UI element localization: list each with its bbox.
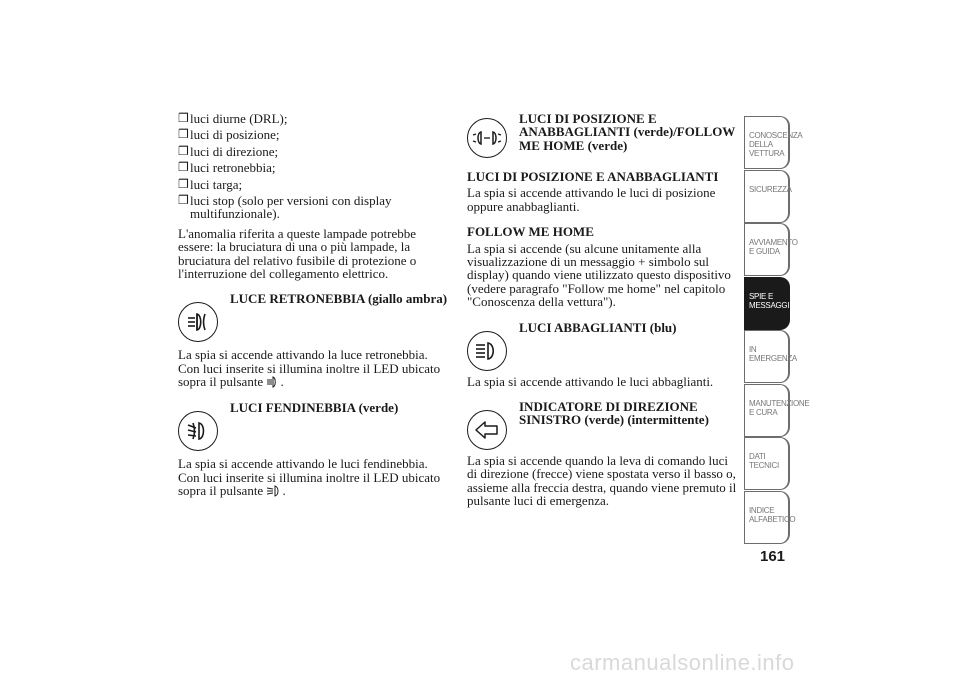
front-fog-light-icon [178, 411, 218, 451]
list-item: ❒ luci diurne (DRL); [178, 111, 288, 126]
left-arrow-icon [467, 410, 507, 450]
high-beam-warning [467, 321, 739, 375]
tab-conoscenza-della-vettura[interactable]: CONOSCENZA DELLA VETTURA [744, 116, 790, 169]
front-fog-text: La spia si accende attivando le luci fendinebbia. Con luci inserite si illumina inoltre il LED ubicato sopra il pulsante . [178, 456, 441, 499]
position-lights-subhead: LUCI DI POSIZIONE E ANABBAGLIANTI [467, 169, 719, 184]
checkbox-bullet-icon: ❒ [178, 127, 189, 142]
rear-fog-warning [178, 292, 446, 346]
front-fog-title: LUCI FENDINEBBIA (verde) [230, 400, 399, 416]
tab-in-emergenza[interactable]: IN EMERGENZA [744, 330, 790, 383]
list-item: ❒ luci di direzione; [178, 143, 279, 159]
high-beam-title: LUCI ABBAGLIANTI (blu) [519, 319, 677, 335]
list-item: ❒ luci targa; [178, 176, 243, 192]
checkbox-bullet-icon: ❒ [178, 193, 189, 208]
left-indicator-warning [467, 400, 739, 454]
high-beam-text: La spia si accende attivando le luci abbaglianti. [467, 373, 714, 389]
list-item: ❒ luci stop (solo per versioni con display multifunzionale). [178, 193, 392, 222]
checkbox-bullet-icon: ❒ [178, 111, 189, 125]
checkbox-bullet-icon: ❒ [178, 143, 189, 158]
list-item: ❒ luci retronebbia; [178, 160, 276, 176]
high-beam-icon [467, 331, 507, 371]
checkbox-bullet-icon: ❒ [178, 160, 189, 175]
tab-indice-alfabetico[interactable]: INDICE ALFABETICO [744, 491, 790, 544]
left-indicator-title: INDICATORE DI DIREZIONE SINISTRO (verde) (intermittente) [519, 399, 709, 428]
follow-me-home-text: La spia si accende (su alcune unitamente alla visualizzazione di un messaggio + simbolo sul display) quando viene utilizzato questo dispositivo (vedere paragrafo "Follow me home" nel capitolo "Conoscenza della vettura"). [467, 240, 731, 310]
rear-fog-text: La spia si accende attivando la luce retronebbia. Con luci inserite si illumina inoltre il LED ubicato sopra il pulsante . [178, 347, 441, 390]
position-lights-icon [467, 118, 507, 158]
position-lights-warning [467, 112, 739, 170]
tab-dati-tecnici[interactable]: DATI TECNICI [744, 437, 790, 490]
left-indicator-text: La spia si accende quando la leva di comando luci di direzione (frecce) viene spostata verso il basso o, assieme alla freccia destra, quando viene premuto il pulsante luci di emergenza. [467, 453, 737, 509]
tab-sicurezza[interactable]: SICUREZZA [744, 170, 790, 223]
rear-fog-light-icon [178, 302, 218, 342]
tab-avviamento-e-guida[interactable]: AVVIAMENTO E GUIDA [744, 223, 790, 276]
list-item: ❒ luci di posizione; [178, 127, 280, 143]
left-column [178, 112, 446, 498]
tab-spie-e-messaggi[interactable]: SPIE E MESSAGGI [744, 277, 790, 330]
position-lights-title: LUCI DI POSIZIONE E ANABBAGLIANTI (verde)/FOLLOW ME HOME (verde) [519, 111, 736, 153]
chapter-tabs [744, 116, 810, 544]
right-column [467, 112, 739, 508]
page-number: 161 [760, 548, 786, 565]
front-fog-button-icon [266, 484, 282, 498]
checkbox-bullet-icon: ❒ [178, 176, 189, 191]
watermark: carmanualsonline.info [570, 650, 795, 675]
front-fog-warning [178, 401, 446, 455]
position-lights-text: La spia si accende attivando le luci di posizione oppure anabbaglianti. [467, 185, 716, 214]
bullet-list [178, 112, 446, 221]
tab-manutenzione-e-cura[interactable]: MANUTENZIONE E CURA [744, 384, 790, 437]
rear-fog-button-icon [266, 375, 280, 389]
follow-me-home-subhead: FOLLOW ME HOME [467, 224, 594, 240]
anomaly-paragraph: L'anomalia riferita a queste lampade potrebbe essere: la bruciatura di una o più lampade, la bruciatura del relativo fusibile di protezione o l'interruzione del collegamento elettrico. [178, 225, 417, 282]
rear-fog-title: LUCE RETRONEBBIA (giallo ambra) [230, 291, 448, 307]
